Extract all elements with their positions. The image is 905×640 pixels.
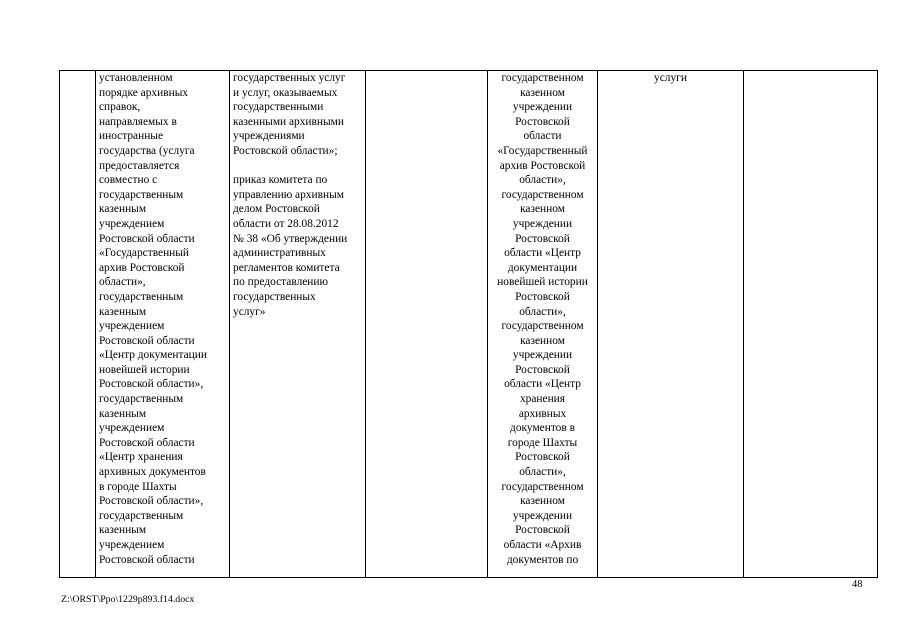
text-line: учреждении — [512, 217, 573, 230]
cell-service-name — [96, 71, 230, 578]
text-line: Ростовской области — [99, 436, 195, 449]
text-line: регламентов комитета — [233, 261, 340, 274]
text-line: и услуг, оказываемых — [233, 86, 338, 99]
text-line: административных — [233, 247, 326, 260]
text-line: Ростовской области — [99, 553, 195, 566]
text-line: государственных услуг — [233, 72, 346, 84]
text-line: Ростовской — [515, 363, 570, 376]
text-line: казенном — [520, 334, 565, 347]
text-line: новейшей истории — [99, 363, 190, 376]
text-line: документации — [507, 261, 578, 274]
text-line: казенным — [99, 407, 147, 420]
text-line: государственными — [233, 101, 324, 114]
text-line: архивных — [518, 407, 567, 420]
cell-payment — [598, 71, 744, 578]
text-line: установленном — [99, 72, 173, 84]
text-line: справок, — [99, 101, 141, 114]
text-line: документов по — [506, 553, 579, 566]
text-line: Ростовской — [515, 451, 570, 464]
text-line: области «Архив — [503, 539, 582, 551]
text-line: Ростовской — [515, 232, 570, 245]
text-line: Ростовской области», — [99, 378, 204, 391]
cell-number — [60, 71, 96, 578]
cell-empty-1 — [366, 71, 488, 578]
text-line: государственном — [501, 480, 584, 493]
text-line: направляемых в — [99, 115, 177, 128]
text-line: учреждении — [512, 509, 573, 522]
service-name-text — [99, 71, 227, 577]
text-line: Ростовской области — [99, 334, 195, 347]
text-line: учреждением — [99, 320, 165, 333]
text-line: управлению архивным — [233, 188, 344, 201]
text-line: документов в — [510, 422, 575, 435]
payment-text — [598, 71, 743, 577]
services-table — [59, 70, 878, 578]
text-line: области», — [519, 305, 566, 318]
text-line: иностранные — [99, 130, 163, 143]
text-line: области — [523, 130, 562, 143]
text-line: Ростовской — [515, 524, 570, 537]
page-number: 48 — [852, 579, 863, 590]
legal-basis-part-2 — [233, 173, 363, 319]
legal-basis-part-1 — [233, 71, 363, 159]
text-line: государственном — [501, 72, 584, 84]
text-line: Ростовской области — [99, 232, 195, 245]
text-line: государства (услуга — [99, 144, 195, 157]
text-line: Ростовской области», — [99, 495, 204, 508]
text-line: учреждением — [99, 422, 165, 435]
text-line: хранения — [519, 393, 566, 406]
text-line: государственным — [99, 393, 184, 406]
text-line: архив Ростовской — [99, 261, 185, 274]
provider-org-text — [488, 71, 597, 577]
text-line: услуг» — [233, 305, 266, 318]
footer-file-path: Z:\ORST\Ppo\1229p893.f14.docx — [61, 594, 195, 605]
cell-empty-2 — [744, 71, 878, 578]
text-line: области», — [519, 466, 566, 479]
text-line: государственных — [233, 290, 316, 303]
text-line: области «Центр — [504, 247, 581, 260]
text-line: в городе Шахты — [99, 480, 177, 493]
legal-basis-text — [233, 71, 363, 577]
text-line: казенным — [99, 305, 147, 318]
text-line: области от 28.08.2012 — [233, 217, 339, 230]
text-line: делом Ростовской — [233, 203, 320, 216]
text-line: «Центр документации — [99, 349, 207, 362]
text-line: архивных документов — [99, 466, 206, 479]
text-line: казенным — [99, 203, 147, 216]
table-row — [60, 71, 878, 578]
text-line: казенном — [520, 203, 565, 216]
text-line: государственным — [99, 509, 184, 522]
text-line: Ростовской области»; — [233, 144, 338, 157]
text-line: учреждениями — [233, 130, 305, 143]
text-line: «Центр хранения — [99, 451, 183, 464]
text-line: государственным — [99, 290, 184, 303]
cell-provider-org — [488, 71, 598, 578]
text-line: области», — [519, 174, 566, 187]
text-line: казенном — [520, 86, 565, 99]
text-line: приказ комитета по — [233, 174, 328, 187]
text-line: № 38 «Об утверждении — [233, 232, 348, 245]
text-line: Ростовской — [515, 290, 570, 303]
text-line: «Государственный — [99, 247, 190, 260]
text-line: государственном — [501, 320, 584, 333]
text-line: казенном — [520, 495, 565, 508]
text-line: области», — [99, 276, 146, 289]
text-line: по предоставлению — [233, 276, 329, 289]
text-line: порядке архивных — [99, 86, 189, 99]
text-line: городе Шахты — [507, 436, 578, 449]
text-line: учреждении — [512, 101, 573, 114]
text-line: учреждении — [512, 349, 573, 362]
text-line: услуги — [654, 72, 687, 84]
text-line: предоставляется — [99, 159, 180, 172]
text-line: Ростовской — [515, 115, 570, 128]
text-line: учреждением — [99, 539, 165, 551]
text-line: казенными архивными — [233, 115, 344, 128]
text-line: государственном — [501, 188, 584, 201]
text-line: новейшей истории — [497, 276, 588, 289]
cell-legal-basis — [230, 71, 366, 578]
text-line: учреждением — [99, 217, 165, 230]
text-line: казенным — [99, 524, 147, 537]
text-line: совместно с — [99, 174, 158, 187]
text-line: «Государственный — [497, 144, 588, 157]
text-line: архив Ростовской — [499, 159, 586, 172]
text-line: области «Центр — [504, 378, 581, 391]
text-line: государственным — [99, 188, 184, 201]
